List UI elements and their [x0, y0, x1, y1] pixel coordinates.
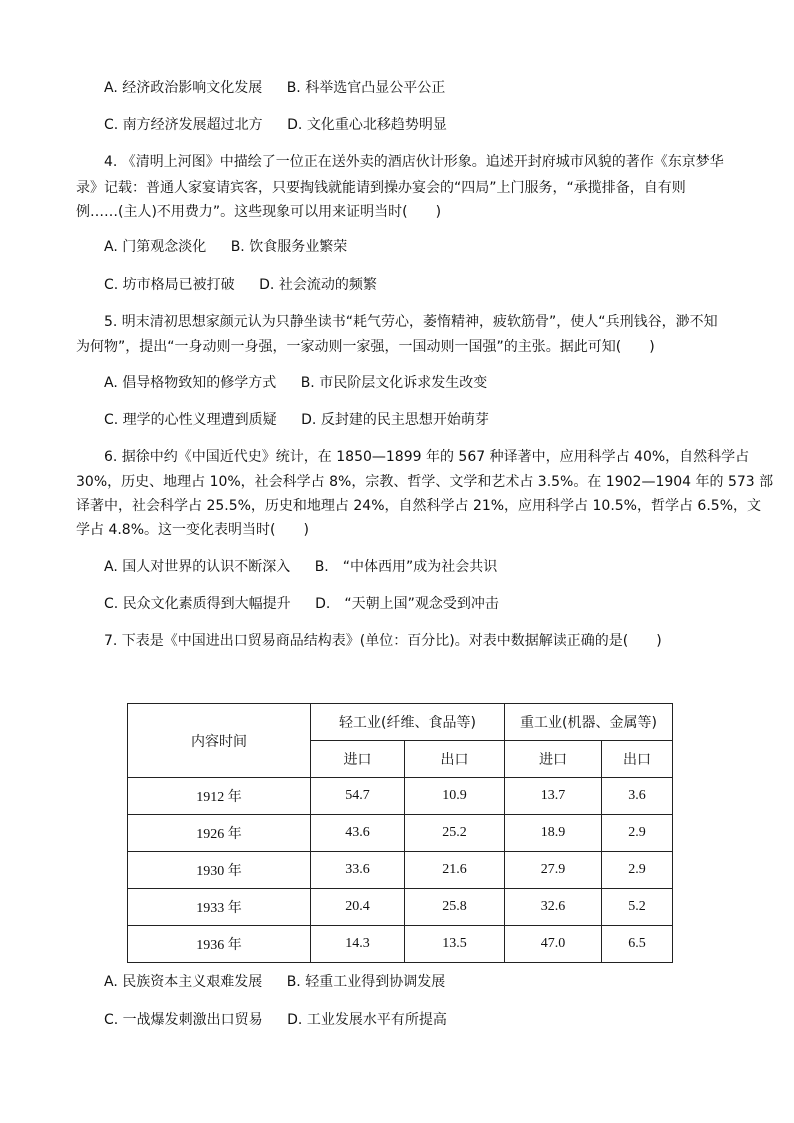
- table-cell: 10.9: [405, 778, 505, 815]
- q5-options-row-1: [104, 373, 487, 393]
- table-row: [128, 815, 673, 852]
- table-cell: 14.3: [311, 926, 405, 963]
- q3-option-b[interactable]: B. 科举选官凸显公平公正: [286, 80, 446, 96]
- table-cell: 54.7: [311, 778, 405, 815]
- q7-option-d[interactable]: D. 工业发展水平有所提高: [287, 1012, 447, 1028]
- q4-option-b[interactable]: B. 饮食服务业繁荣: [230, 239, 348, 255]
- q4-options-row-2: [104, 275, 377, 295]
- table-cell: 27.9: [505, 852, 602, 889]
- q4-stem-line-1: 4. 《清明上河图》中描绘了一位正在送外卖的酒店伙计形象。追述开封府城市风貌的著作《东京梦华: [104, 154, 724, 170]
- q3-option-a[interactable]: A. 经济政治影响文化发展: [104, 80, 263, 96]
- q6-stem-line-4: 学占 4.8%。这一变化表明当时( ): [76, 522, 309, 538]
- table-group-heavy-industry: 重工业(机器、金属等): [505, 704, 673, 741]
- q6-stem-line-3: 译著中，社会科学占 25.5%，历史和地理占 24%，自然科学占 21%，应用科学占 10.5%，哲学占 6.5%，文: [76, 498, 761, 514]
- table-cell: 47.0: [505, 926, 602, 963]
- q7-stem: 7. 下表是《中国进出口贸易商品结构表》(单位：百分比)。对表中数据解读正确的是( ): [104, 633, 662, 649]
- table-cell-year: 1926 年: [128, 815, 311, 852]
- table-cell: 32.6: [505, 889, 602, 926]
- q5-stem-line-1: 5. 明末清初思想家颜元认为只静坐读书“耗气劳心，萎惰精神，疲软筋骨”，使人“兵刑钱谷，渺不知: [104, 314, 718, 330]
- q6-stem-line-2: 30%，历史、地理占 10%，社会科学占 8%，宗教、哲学、文学和艺术占 3.5%。在 1902—1904 年的 573 部: [76, 474, 774, 490]
- q4-option-d[interactable]: D. 社会流动的频繁: [259, 277, 377, 293]
- table-row: [128, 852, 673, 889]
- table-cell-year: 1936 年: [128, 926, 311, 963]
- table-cell: 13.7: [505, 778, 602, 815]
- table-row: [128, 926, 673, 963]
- q6-option-a[interactable]: A. 国人对世界的认识不断深入: [104, 559, 291, 575]
- q6-options-row-1: [104, 557, 497, 577]
- q7-option-c[interactable]: C. 一战爆发刺激出口贸易: [104, 1012, 263, 1028]
- q5-options-row-2: [104, 410, 489, 430]
- table-header-row: [128, 704, 673, 741]
- q4-option-c[interactable]: C. 坊市格局已被打破: [104, 277, 235, 293]
- table-group-light-industry: 轻工业(纤维、食品等): [311, 704, 505, 741]
- q6-options-row-2: [104, 594, 499, 614]
- q7-option-a[interactable]: A. 民族资本主义艰难发展: [104, 974, 263, 990]
- q3-options-row-2: [104, 115, 447, 135]
- trade-structure-table: [127, 703, 673, 963]
- table-cell: 3.6: [602, 778, 673, 815]
- table-cell: 2.9: [602, 815, 673, 852]
- table-cell: 25.8: [405, 889, 505, 926]
- table-cell-year: 1930 年: [128, 852, 311, 889]
- table-cell: 5.2: [602, 889, 673, 926]
- table-subheader-light-import: 进口: [311, 741, 405, 778]
- table-row: [128, 778, 673, 815]
- table-cell: 6.5: [602, 926, 673, 963]
- table-cell: 13.5: [405, 926, 505, 963]
- q6-stem-line-1: 6. 据徐中约《中国近代史》统计，在 1850—1899 年的 567 种译著中，应用科学占 40%，自然科学占: [104, 449, 750, 465]
- q4-options-row-1: [104, 237, 347, 257]
- table-cell-year: 1912 年: [128, 778, 311, 815]
- q5-stem-line-2: 为何物”，提出“一身动则一身强，一家动则一家强，一国动则一国强”的主张。据此可知( ): [76, 339, 655, 355]
- table-subheader-heavy-import: 进口: [505, 741, 602, 778]
- q7-options-row-2: [104, 1010, 447, 1030]
- q4-stem-line-3: 例……(主人)不用费力”。这些现象可以用来证明当时( ): [76, 204, 442, 220]
- table-cell: 18.9: [505, 815, 602, 852]
- table-corner-cell: 内容时间: [128, 704, 311, 778]
- q4-stem-line-2: 录》记载：普通人家宴请宾客，只要掏钱就能请到操办宴会的“四局”上门服务，“承揽排备，自有则: [76, 180, 686, 196]
- table-row: [128, 889, 673, 926]
- q5-option-d[interactable]: D. 反封建的民主思想开始萌芽: [301, 412, 489, 428]
- q5-option-a[interactable]: A. 倡导格物致知的修学方式: [104, 375, 277, 391]
- q3-option-c[interactable]: C. 南方经济发展超过北方: [104, 117, 263, 133]
- table-cell: 43.6: [311, 815, 405, 852]
- q3-options-row-1: [104, 78, 445, 98]
- q5-option-b[interactable]: B. 市民阶层文化诉求发生改变: [300, 375, 488, 391]
- table-cell: 2.9: [602, 852, 673, 889]
- table-subheader-light-export: 出口: [405, 741, 505, 778]
- q5-option-c[interactable]: C. 理学的心性义理遭到质疑: [104, 412, 277, 428]
- table-cell: 25.2: [405, 815, 505, 852]
- q7-options-row-1: [104, 972, 445, 992]
- q7-option-b[interactable]: B. 轻重工业得到协调发展: [286, 974, 446, 990]
- table-cell: 21.6: [405, 852, 505, 889]
- table-cell: 20.4: [311, 889, 405, 926]
- q6-option-b[interactable]: B. “中体西用”成为社会共识: [314, 559, 498, 575]
- q3-option-d[interactable]: D. 文化重心北移趋势明显: [287, 117, 447, 133]
- q6-option-c[interactable]: C. 民众文化素质得到大幅提升: [104, 596, 291, 612]
- table-cell-year: 1933 年: [128, 889, 311, 926]
- q4-option-a[interactable]: A. 门第观念淡化: [104, 239, 207, 255]
- q6-option-d[interactable]: D. “天朝上国”观念受到冲击: [315, 596, 499, 612]
- table-cell: 33.6: [311, 852, 405, 889]
- table-subheader-heavy-export: 出口: [602, 741, 673, 778]
